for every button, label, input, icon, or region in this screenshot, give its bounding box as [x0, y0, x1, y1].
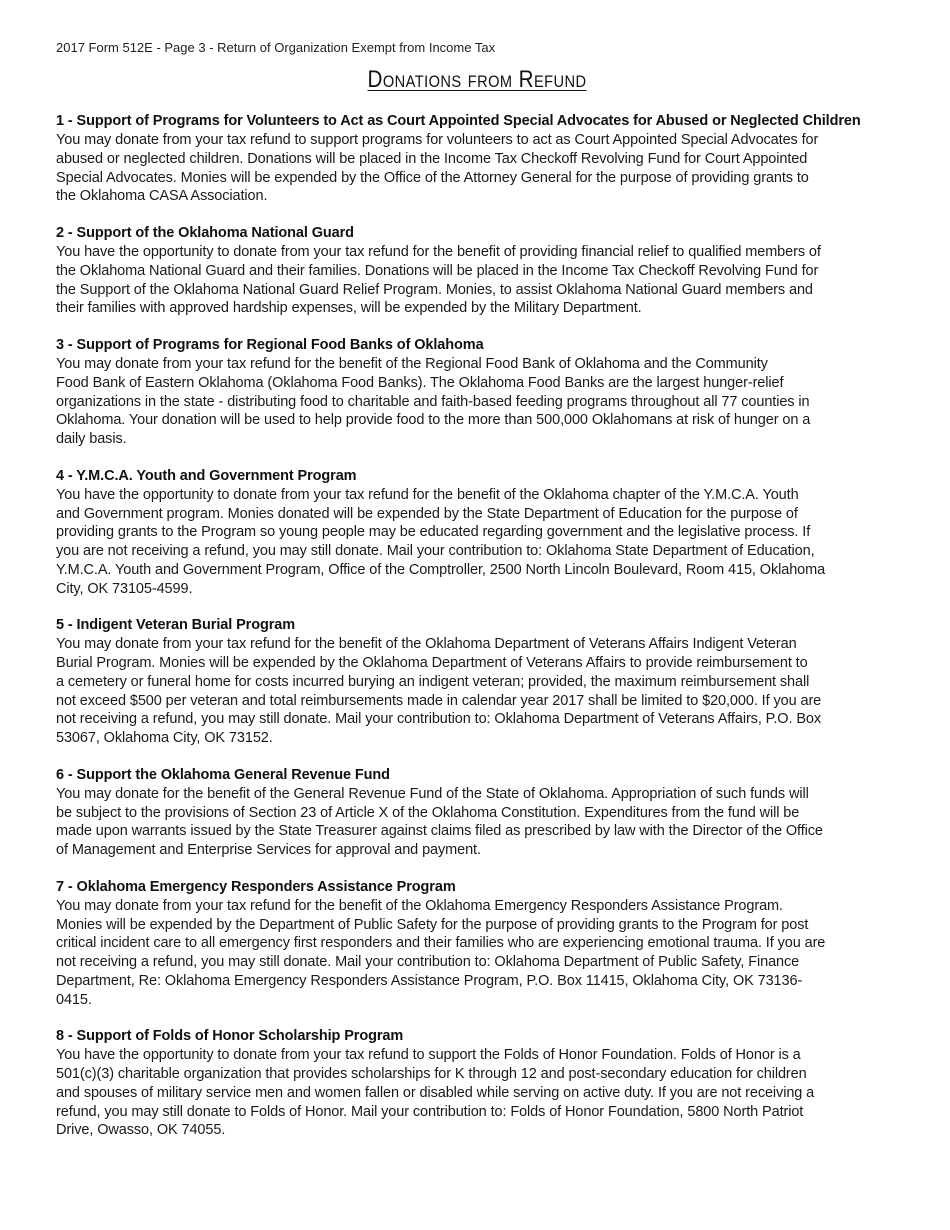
section-veteran-burial [56, 616, 898, 748]
section-casa [56, 112, 898, 206]
page-title: Donations from Refund [367, 66, 587, 93]
section-national-guard [56, 224, 898, 318]
section-heading: 7 - Oklahoma Emergency Responders Assistance Program [56, 878, 456, 895]
section-ymca [56, 467, 898, 599]
section-food-banks [56, 336, 898, 449]
section-heading: 1 - Support of Programs for Volunteers to Act as Court Appointed Special Advocates for Abused or Neglected Children [56, 113, 861, 129]
section-body: You have the opportunity to donate from your tax refund to support the Folds of Honor Foundation. Folds of Honor is a 501(c)(3) charitable organization that provides scholarships for K through 12 and post-secondary education for children and spouses of military service men and women fallen or disabled while serving on active duty. If you are not receiving a refund, you may still donate to Folds of Honor. Mail your contribution to: Folds of Honor Foundation, 5800 North Patriot Drive, Owasso, OK 74055. [56, 1047, 815, 1139]
section-folds-of-honor [56, 1027, 898, 1140]
section-heading: 6 - Support the Oklahoma General Revenue Fund [56, 766, 390, 783]
section-heading: 8 - Support of Folds of Honor Scholarship Program [56, 1028, 404, 1045]
donation-sections [56, 112, 898, 1158]
section-emergency-responders [56, 878, 898, 1010]
section-general-revenue [56, 766, 898, 860]
section-body: You may donate for the benefit of the General Revenue Fund of the State of Oklahoma. Appropriation of such funds will be subject to the provisions of Section 23 of Article X of the Oklahoma Constitution. Expenditures from the fund will be made upon warrants issued by the State Treasurer against claims filed as prescribed by law with the Director of the Office of Management and Enterprise Services for approval and payment. [56, 785, 823, 858]
section-body: You have the opportunity to donate from your tax refund for the benefit of providing financial relief to qualified members of the Oklahoma National Guard and their families. Donations will be placed in the Income Tax Checkoff Revolving Fund for the Support of the Oklahoma National Guard Relief Program. Monies, to assist Oklahoma National Guard members and their families with approved hardship expenses, will be expended by the Military Department. [56, 244, 821, 317]
section-heading: 4 - Y.M.C.A. Youth and Government Program [56, 467, 357, 484]
section-heading: 3 - Support of Programs for Regional Food Banks of Oklahoma [56, 337, 484, 353]
section-body: You may donate from your tax refund for the benefit of the Regional Food Bank of Oklahoma and the Community Food Bank of Eastern Oklahoma (Oklahoma Food Banks). The Oklahoma Food Banks are the largest hunger-relief organizations in the state - distributing food to charitable and faith-based feeding programs throughout all 77 counties in Oklahoma. Your donation will be used to help provide food to the more than 500,000 Oklahomans at risk of hunger on a daily basis. [56, 356, 811, 447]
section-heading: 5 - Indigent Veteran Burial Program [56, 617, 296, 634]
section-heading: 2 - Support of the Oklahoma National Guard [56, 225, 354, 241]
section-body: You may donate from your tax refund for the benefit of the Oklahoma Department of Veterans Affairs Indigent Veteran Burial Program. Monies will be expended by the Oklahoma Department of Veterans Affairs to provide reimbursement to a cemetery or funeral home for costs incurred burying an indigent veteran; provided, the maximum reimbursement shall not exceed $500 per veteran and total reimbursements made in calendar year 2017 shall be limited to $20,000. If you are not receiving a refund, you may still donate. Mail your contribution to: Oklahoma Department of Veterans Affairs, P.O. Box 53067, Oklahoma City, OK 73152. [56, 636, 822, 746]
section-body: You may donate from your tax refund to support programs for volunteers to act as Court Appointed Special Advocates for abused or neglected children. Donations will be placed in the Income Tax Checkoff Revolving Fund for Court Appointed Special Advocates. Monies will be expended by the Office of the Attorney General for the purpose of providing grants to the Oklahoma CASA Association. [56, 132, 819, 205]
section-body: You have the opportunity to donate from your tax refund for the benefit of the Oklahoma chapter of the Y.M.C.A. Youth and Government program. Monies donated will be expended by the State Department of Education for the purpose of providing grants to the Program so young people may be educated regarding government and the legislative process. If you are not receiving a refund, you may still donate. Mail your contribution to: Oklahoma State Department of Education, Y.M.C.A. Youth and Government Program, Office of the Comptroller, 2500 North Lincoln Boulevard, Room 415, Oklahoma City, OK 73105-4599. [56, 486, 826, 597]
form-header-line: 2017 Form 512E - Page 3 - Return of Organization Exempt from Income Tax [56, 40, 496, 55]
section-body: You may donate from your tax refund for the benefit of the Oklahoma Emergency Responders Assistance Program. Monies will be expended by the Department of Public Safety for the purpose of providing grants to the Program for post critical incident care to all emergency first responders and their families who are experiencing emotional trauma. If you are not receiving a refund, you may still donate. Mail your contribution to: Oklahoma Department of Public Safety, Finance Department, Re: Oklahoma Emergency Responders Assistance Program, P.O. Box 11415, Oklahoma City, OK 73136- 0415. [56, 897, 826, 1008]
